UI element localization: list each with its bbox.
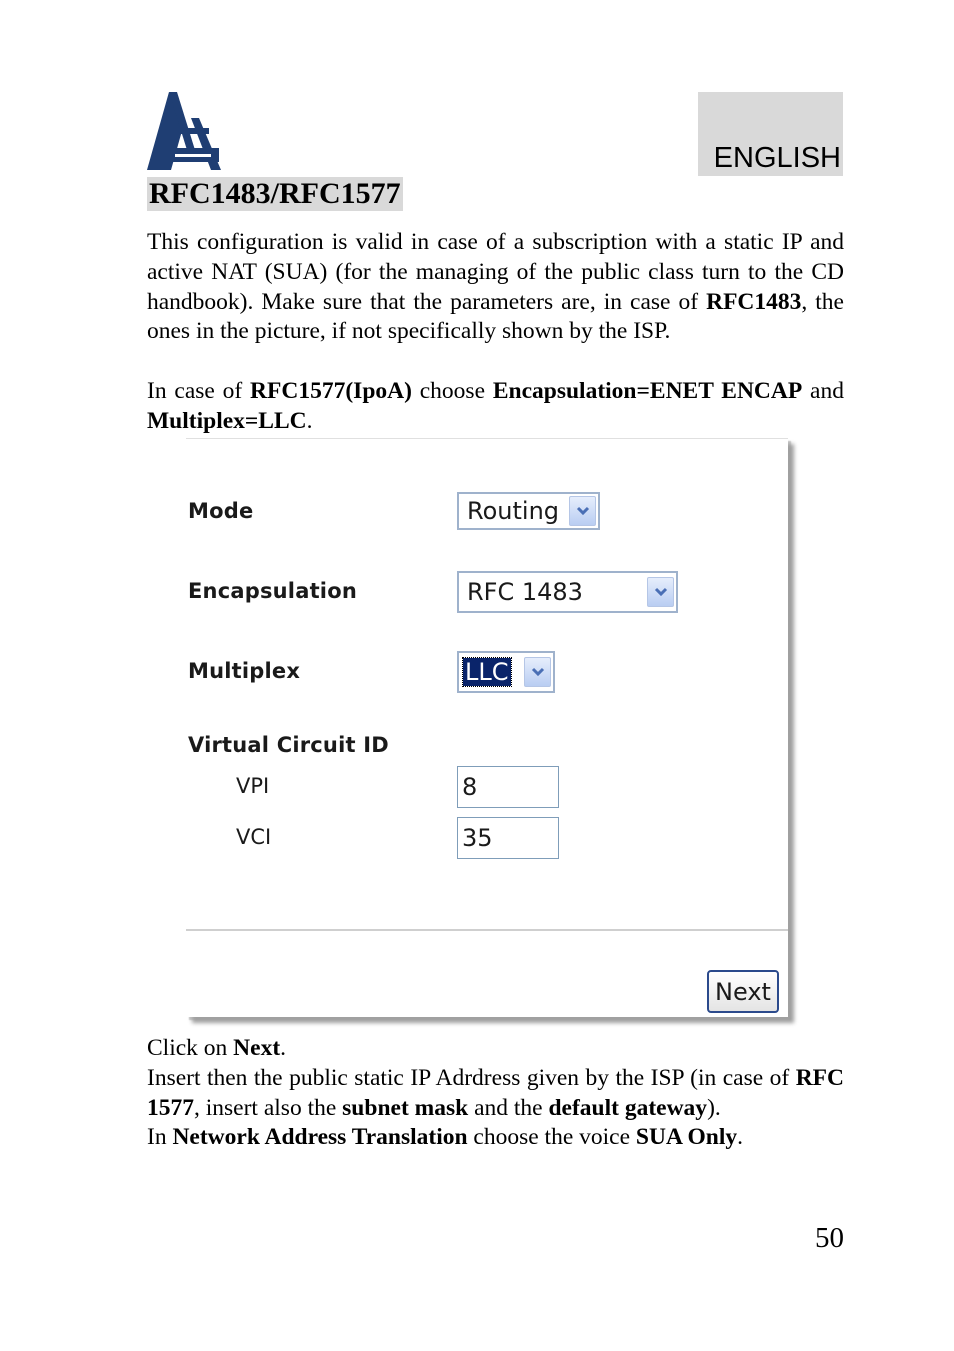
language-badge <box>698 92 843 176</box>
multiplex-label: Multiplex <box>188 659 301 683</box>
virtual-circuit-label: Virtual Circuit ID <box>188 733 389 757</box>
after-sua-only: SUA Only <box>635 1124 738 1151</box>
after-nat: Network Address Translation <box>172 1124 468 1151</box>
after-text: In <box>147 1124 173 1151</box>
after-text: . <box>737 1124 743 1151</box>
after-text: Insert then the public static IP Adrdress given by the ISP (in case of <box>147 1064 796 1091</box>
ipoa-text: . <box>306 407 313 434</box>
ipoa-text: and <box>802 378 844 404</box>
page-number: 50 <box>815 1222 844 1254</box>
after-next: Next <box>233 1035 281 1061</box>
multiplex-select[interactable] <box>457 651 555 693</box>
after-text: Click on <box>147 1035 234 1061</box>
chevron-down-icon[interactable] <box>524 657 551 687</box>
after-default-gateway: default gateway <box>548 1094 708 1121</box>
language-label: ENGLISH <box>713 142 841 174</box>
ipoa-encapsulation: Encapsulation=ENET ENCAP <box>492 378 803 404</box>
vpi-input[interactable]: 8 <box>457 766 559 808</box>
insert-ip-line <box>147 1064 844 1124</box>
after-text: ). <box>707 1094 721 1121</box>
nat-line <box>147 1123 844 1153</box>
vpi-label: VPI <box>236 774 270 798</box>
after-paragraph <box>147 1034 844 1153</box>
intro-rfc1483: RFC1483 <box>706 288 802 315</box>
intro-text-end: , the ones in the picture, if not specifically shown by the ISP. <box>147 288 844 345</box>
vci-label: VCI <box>236 825 272 849</box>
after-subnet-mask: subnet mask <box>342 1094 469 1121</box>
encapsulation-label: Encapsulation <box>188 579 357 603</box>
after-text: . <box>280 1035 287 1061</box>
encapsulation-value: RFC 1483 <box>467 578 583 606</box>
vci-input[interactable]: 35 <box>457 817 559 859</box>
multiplex-value: LLC <box>465 658 509 686</box>
next-button[interactable]: Next <box>707 970 779 1013</box>
intro-paragraph <box>147 228 844 347</box>
divider <box>186 929 788 931</box>
section-title: RFC1483/RFC1577 <box>149 177 401 210</box>
after-text: and the <box>468 1094 549 1121</box>
intro-text: This configuration is valid in case of a subscription with a static IP and active NAT (SUA) (for the managing of the public class turn to the CD handbook). Make sure that the parameters are, in case of <box>147 229 844 315</box>
chevron-down-icon[interactable] <box>647 577 674 607</box>
ipoa-text: In case of <box>147 378 251 404</box>
click-next-line <box>147 1034 844 1064</box>
mode-select[interactable] <box>457 492 600 530</box>
after-text: choose the voice <box>467 1124 636 1151</box>
ipoa-text: choose <box>411 378 493 404</box>
ipoa-multiplex: Multiplex=LLC <box>147 407 307 434</box>
after-text: , insert also the <box>194 1094 343 1121</box>
mode-label: Mode <box>188 499 254 523</box>
company-logo-icon <box>147 92 221 170</box>
chevron-down-icon[interactable] <box>569 496 596 526</box>
encapsulation-select[interactable] <box>457 571 678 613</box>
ipoa-rfc1577: RFC1577(IpoA) <box>250 378 412 404</box>
config-screenshot-panel <box>186 438 788 1017</box>
after-rfc1577: RFC 1577 <box>147 1064 844 1121</box>
ipoa-paragraph <box>147 377 844 437</box>
mode-value: Routing <box>467 497 560 525</box>
